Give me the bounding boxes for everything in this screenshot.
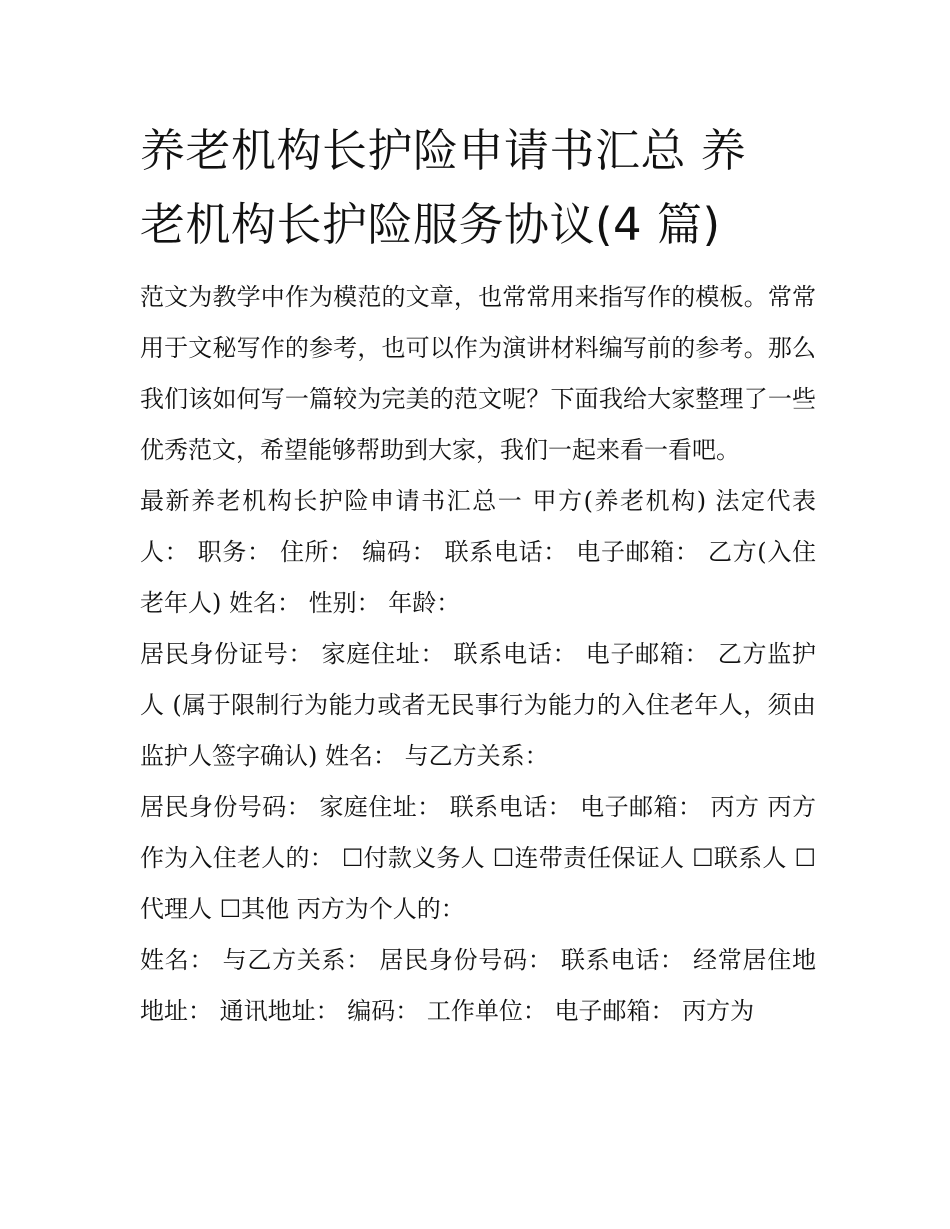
guardian-paragraph: 居民身份证号： 家庭住址： 联系电话： 电子邮箱： 乙方监护人 (属于限制行为能力或者无民事行为能力的入住老年人，须由监护人签字确认) 姓名： 与乙方关系： — [140, 640, 816, 770]
party-c-paragraph: 居民身份号码： 家庭住址： 联系电话： 电子邮箱： 丙方 丙方作为入住老人的： ☐付款义务人 ☐连带责任保证人 ☐联系人 ☐代理人 ☐其他 丙方为个人的： — [140, 793, 816, 923]
document-page — [140, 114, 816, 1037]
document-title — [140, 114, 816, 262]
party-c-details-paragraph: 姓名： 与乙方关系： 居民身份号码： 联系电话： 经常居住地地址： 通讯地址： 编码： 工作单位： 电子邮箱： 丙方为 — [140, 946, 816, 1025]
title-line-1: 养老机构长护险申请书汇总 养 — [140, 124, 747, 177]
intro-paragraph: 范文为教学中作为模范的文章，也常常用来指写作的模板。常常用于文秘写作的参考，也可以作为演讲材料编写前的参考。那么我们该如何写一篇较为完美的范文呢？下面我给大家整理了一些优秀范文，希望能够帮助到大家，我们一起来看一看吧。 — [140, 283, 816, 464]
party-a-paragraph: 最新养老机构长护险申请书汇总一 甲方(养老机构) 法定代表人： 职务： 住所： 编码： 联系电话： 电子邮箱： 乙方(入住老年人) 姓名： 性别： 年龄： — [140, 487, 816, 617]
title-line-2: 老机构长护险服务协议(4 篇) — [140, 198, 721, 251]
